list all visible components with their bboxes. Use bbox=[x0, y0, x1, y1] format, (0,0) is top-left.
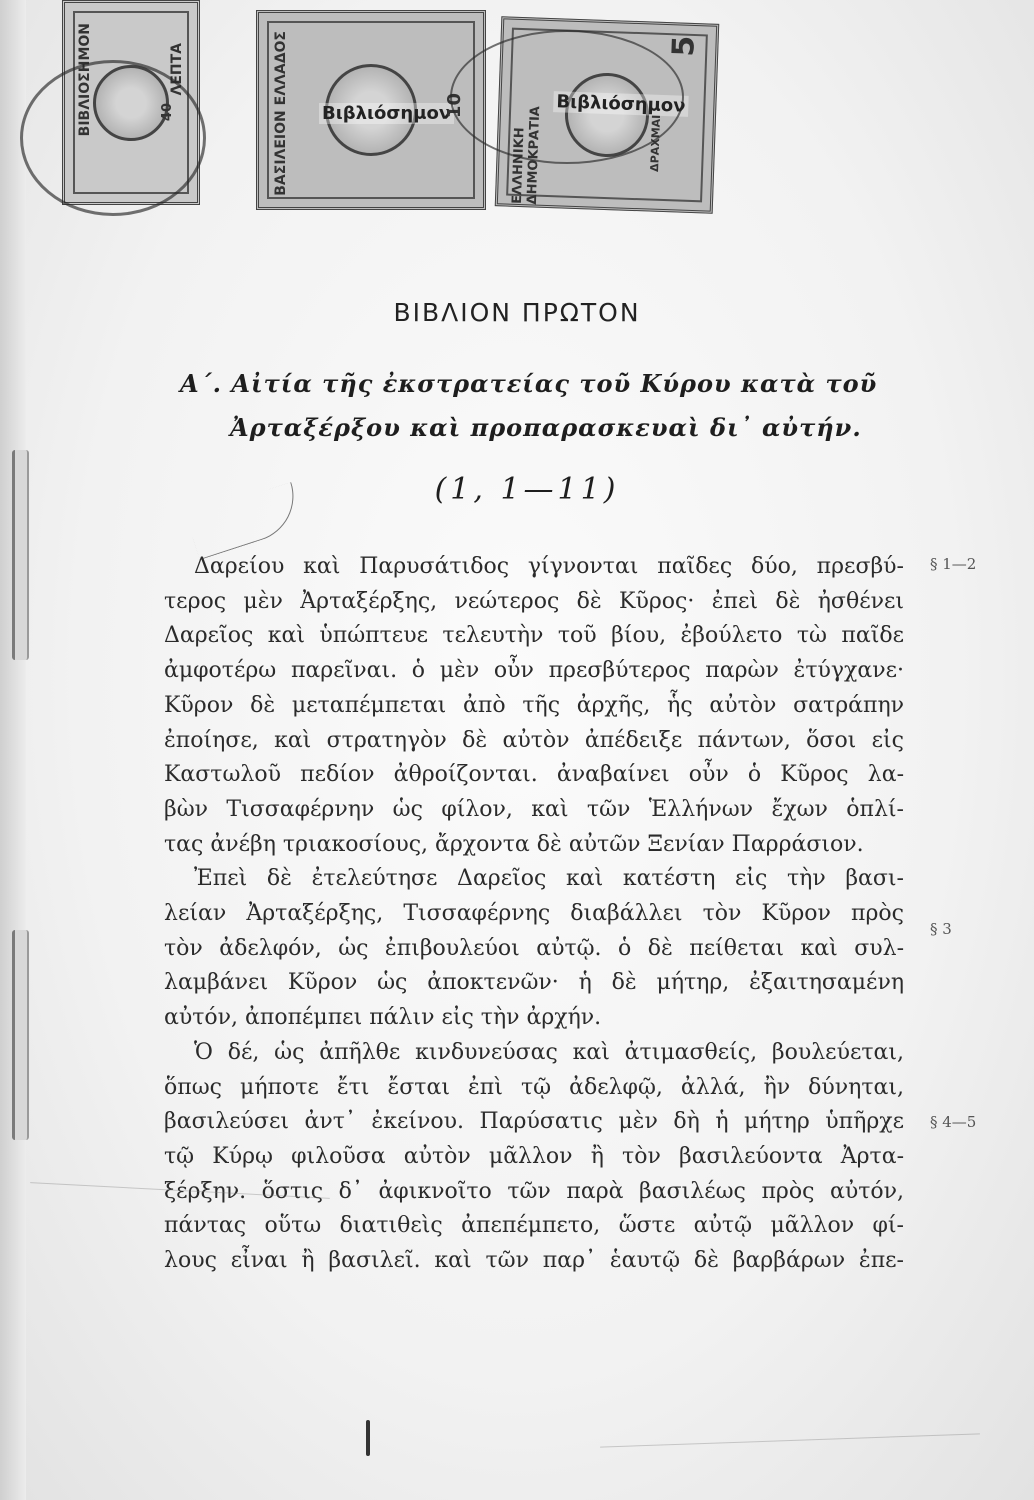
page-binding-edge bbox=[0, 0, 26, 1500]
text-line: λείαν Ἀρταξέρξης, Τισσαφέρνης διαβάλλει τὸν Κῦρον πρὸς bbox=[164, 901, 904, 927]
subtitle-line-1: Α΄. Αἰτία τῆς ἐκστρατείας τοῦ Κύρου κατὰ τοῦ bbox=[180, 369, 878, 398]
subtitle-line-2: Ἀρταξέρξου καὶ προπαρασκευαὶ δι᾽ αὐτήν. bbox=[230, 413, 862, 442]
text-line: Δαρεῖος καὶ ὑπώπτευε τελευτὴν τοῦ βίου, ἐβούλετο τὼ παῖδε bbox=[164, 623, 904, 649]
stamp-3-overprint: Βιβλιόσημον bbox=[553, 91, 689, 117]
revenue-stamps bbox=[60, 0, 760, 220]
page-mark bbox=[366, 1420, 370, 1456]
text-line: Δαρείου καὶ Παρυσάτιδος γίγνονται παῖδες δύο, πρεσβύ- bbox=[194, 554, 904, 579]
text-line: τὸν ἀδελφόν, ὡς ἐπιβουλεύοι αὐτῷ. ὁ δὲ πείθεται καὶ συλ- bbox=[164, 935, 904, 961]
postmark-circle bbox=[20, 60, 206, 216]
text-line: ὅπως μήποτε ἔτι ἔσται ἐπὶ τῷ ἀδελφῷ, ἀλλά, ἢν δύνηται, bbox=[164, 1074, 904, 1100]
stamp-3-label: ΕΛΛΗΝΙΚΗ ΔΗΜΟΚΡΑΤΙΑ bbox=[509, 105, 544, 205]
staple-bottom bbox=[12, 930, 29, 1140]
text-line: βὼν Τισσαφέρνην ὡς φίλον, καὶ τῶν Ἑλλήνων ἔχων ὁπλί- bbox=[164, 796, 904, 822]
text-line: λαμβάνει Κῦρον ὡς ἀποκτενῶν· ἡ δὲ μήτηρ, ἐξαιτησαμένη bbox=[164, 970, 904, 996]
stamp-1-value: 40 bbox=[160, 103, 175, 122]
chapter-subtitle bbox=[180, 362, 940, 450]
stamp-3-unit: ΔΡΑΧΜΑΙ bbox=[648, 114, 664, 173]
stamp-2-overprint: Βιβλιόσημον bbox=[319, 103, 454, 124]
text-line: πάντας οὕτω διατιθεὶς ἀπεπέμπετο, ὥστε αὐτῷ μᾶλλον φί- bbox=[164, 1213, 904, 1239]
text-line: ἐποίησε, καὶ στρατηγὸν δὲ αὐτὸν ἀπέδειξε πάντων, ὅσοι εἰς bbox=[164, 727, 904, 753]
text-line: τας ἀνέβη τριακοσίους, ἄρχοντα δὲ αὐτῶν Ξενίαν Παρράσιον. bbox=[164, 831, 864, 857]
section-reference: (1, 1—11) bbox=[434, 472, 620, 507]
body-text bbox=[164, 550, 904, 1279]
book-heading: ΒΙΒΛΙΟΝ ΠΡΩΤΟΝ bbox=[393, 298, 641, 327]
text-line: Καστωλοῦ πεδίον ἀθροίζονται. ἀναβαίνει οὖν ὁ Κῦρος λα- bbox=[164, 762, 904, 788]
margin-ref-1: § 1—2 bbox=[930, 555, 977, 573]
text-line: ξέρξην. ὅστις δ᾽ ἀφικνοῖτο τῶν παρὰ βασιλέως πρὸς αὐτόν, bbox=[164, 1178, 904, 1204]
text-line: Κῦρον δὲ μεταπέμπεται ἀπὸ τῆς ἀρχῆς, ἧς αὐτὸν σατράπην bbox=[164, 692, 904, 718]
text-line: ἀμφοτέρω παρεῖναι. ὁ μὲν οὖν πρεσβύτερος παρὼν ἐτύγχανε· bbox=[164, 658, 904, 684]
postmark-oval bbox=[450, 30, 684, 164]
stamp-1-label: ΒΙΒΛΙΟΣΗΜΟΝ bbox=[77, 23, 93, 137]
stamp-3-value: 5 bbox=[666, 35, 702, 58]
text-line: τερος μὲν Ἀρταξέρξης, νεώτερος δὲ Κῦρος· ἐπεὶ δὲ ἠσθένει bbox=[164, 588, 904, 614]
text-line: Ἐπεὶ δὲ ἐτελεύτησε Δαρεῖος καὶ κατέστη εἰς τὴν βασι- bbox=[194, 866, 904, 892]
margin-ref-3: § 4—5 bbox=[930, 1113, 977, 1131]
text-line: τῷ Κύρῳ φιλοῦσα αὐτὸν μᾶλλον ἢ τὸν βασιλεύοντα Ἀρτα- bbox=[164, 1143, 904, 1169]
paper-crease bbox=[600, 1433, 980, 1447]
text-line: Ὁ δέ, ὡς ἀπῆλθε κινδυνεύσας καὶ ἀτιμασθείς, βουλεύεται, bbox=[194, 1039, 904, 1065]
text-line: αὐτόν, ἀποπέμπει πάλιν εἰς τὴν ἀρχήν. bbox=[164, 1005, 602, 1031]
stamp-2-label: ΒΑΣΙΛΕΙΟΝ ΕΛΛΑΔΟΣ bbox=[273, 31, 289, 196]
stamp-2-value: 10 bbox=[444, 93, 465, 119]
margin-ref-2: § 3 bbox=[930, 920, 952, 938]
text-line: βασιλεύσει ἀντ᾽ ἐκείνου. Παρύσατις μὲν δὴ ἡ μήτηρ ὑπῆρχε bbox=[164, 1109, 904, 1135]
stamp-1-unit: ΛΕΠΤΑ bbox=[169, 43, 185, 96]
text-line: λους εἶναι ἢ βασιλεῖ. καὶ τῶν παρ᾽ ἑαυτῷ δὲ βαρβάρων ἐπε- bbox=[164, 1248, 904, 1274]
